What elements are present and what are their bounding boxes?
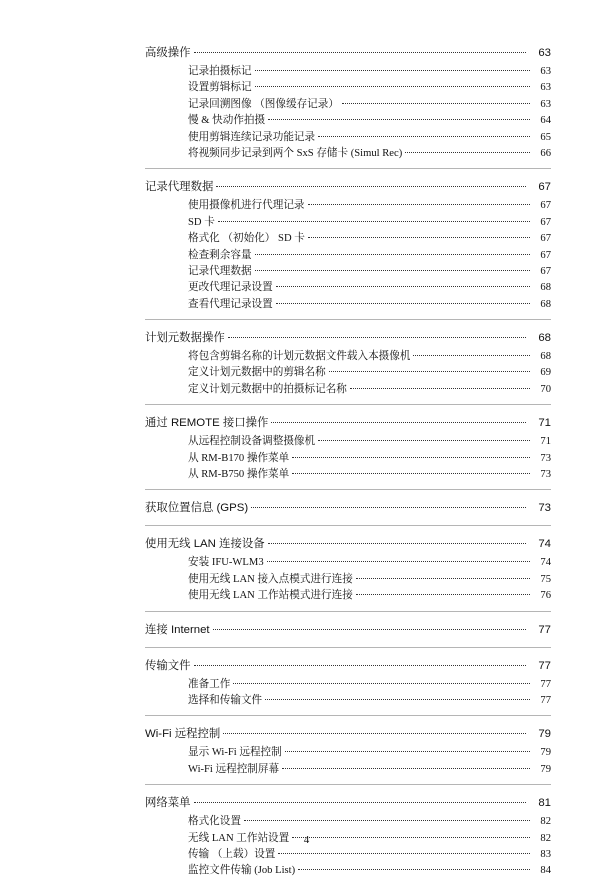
toc-item[interactable] [145,215,551,231]
toc-item-page: 67 [540,233,551,245]
dot-leader [244,820,530,821]
dot-leader [265,699,530,700]
dot-leader [271,422,526,423]
toc-item[interactable] [145,231,551,247]
toc-section-title: 使用无线 LAN 连接设备 [145,538,265,551]
toc-section-title: 通过 REMOTE 接口操作 [145,417,269,430]
dot-leader [255,86,530,87]
dot-leader [268,119,530,120]
toc-item-page: 77 [540,678,551,690]
dot-leader [251,507,526,508]
toc-item[interactable] [145,847,551,863]
toc-section [145,412,551,490]
toc-section-title: 连接 Internet [145,623,210,636]
toc-section-heading[interactable] [145,655,551,677]
dot-leader [255,70,530,71]
dot-leader [285,751,530,752]
toc-item-page: 83 [540,848,551,860]
toc-section-title: 计划元数据操作 [145,332,225,345]
dot-leader [413,355,530,356]
toc-item[interactable] [145,113,551,129]
toc-item-page: 76 [540,590,551,602]
toc-item-label: 无线 LAN 工作站设置 [188,832,290,844]
toc-item-page: 73 [540,452,551,464]
toc-item-page: 73 [540,469,551,481]
toc-item[interactable] [145,555,551,571]
toc-item[interactable] [145,814,551,830]
toc-item-page: 75 [540,573,551,585]
toc-item[interactable] [145,693,551,709]
toc-section-page: 63 [538,47,551,59]
toc-item-page: 79 [540,763,551,775]
dot-leader [213,629,526,630]
toc-section-page: 77 [538,659,551,672]
dot-leader [282,768,530,769]
dot-leader [318,136,530,137]
toc-item-label: 选择和传输文件 [188,694,263,706]
dot-leader [218,221,530,222]
dot-leader [329,371,530,372]
toc-item[interactable] [145,280,551,296]
dot-leader [276,286,530,287]
toc-item-page: 63 [540,82,551,94]
toc-section-heading[interactable] [145,792,551,814]
page-number: 4 [303,834,310,846]
dot-leader [308,204,530,205]
toc-item-label: 查看代理记录设置 [188,298,273,310]
toc-item[interactable] [145,97,551,113]
toc-item-label: 将视频同步记录到两个 SxS 存储卡 (Simul Rec) [188,147,403,159]
toc-item-label: 安装 IFU-WLM3 [188,557,264,569]
dot-leader [216,186,526,187]
dot-leader [356,578,530,579]
toc-item-label: 监控文件传输 (Job List) [188,865,296,877]
toc-item[interactable] [145,264,551,280]
toc-section-heading[interactable] [145,533,551,555]
toc-section-title: Wi-Fi 远程控制 [145,728,221,741]
toc-item[interactable] [145,745,551,761]
toc-item-label: 格式化设置 [188,816,241,828]
toc-section [145,327,551,405]
toc-item-label: 从 RM-B750 操作菜单 [188,469,290,481]
toc-section-heading[interactable] [145,412,551,434]
toc-item-page: 70 [540,383,551,395]
toc-item[interactable] [145,248,551,264]
toc-item[interactable] [145,64,551,80]
dot-leader [255,254,530,255]
toc-section-page: 79 [538,728,551,741]
toc-item-page: 68 [540,282,551,294]
dot-leader [292,473,530,474]
toc-item[interactable] [145,451,551,467]
toc-item-page: 69 [540,367,551,379]
toc-item-label: 定义计划元数据中的拍摄标记名称 [188,383,347,395]
dot-leader [194,52,526,53]
toc-item-page: 82 [540,816,551,828]
toc-item-page: 63 [540,66,551,77]
toc-item-page: 64 [540,115,551,127]
toc-section-page: 77 [538,623,551,636]
toc-item-label: 格式化 （初始化） SD 卡 [188,233,305,245]
toc-section-title: 高级操作 [145,47,191,59]
toc-item-page: 67 [540,265,551,277]
toc-section-title: 获取位置信息 (GPS) [145,502,249,515]
toc-item[interactable] [145,863,551,879]
toc-item-page: 65 [540,131,551,143]
toc-section-page: 67 [538,181,551,194]
table-of-contents [145,42,551,893]
toc-section-heading[interactable] [145,619,551,641]
toc-item-label: 设置剪辑标记 [188,82,252,94]
dot-leader [298,869,530,870]
toc-item[interactable] [145,297,551,313]
toc-item[interactable] [145,198,551,214]
toc-item-page: 77 [540,694,551,706]
toc-section [145,619,551,648]
dot-leader [267,561,530,562]
toc-section [145,497,551,526]
toc-section [145,655,551,717]
toc-item-label: 显示 Wi-Fi 远程控制 [188,747,282,759]
toc-item[interactable] [145,146,551,162]
toc-item[interactable] [145,762,551,778]
dot-leader [318,440,530,441]
dot-leader [268,543,526,544]
toc-item-label: 使用无线 LAN 工作站模式进行连接 [188,590,353,602]
dot-leader [194,665,526,666]
toc-item-label: 检查剩余容量 [188,249,252,261]
toc-item-page: 68 [540,298,551,310]
toc-section-heading[interactable] [145,497,551,519]
toc-section-title: 网络菜单 [145,797,191,810]
dot-leader [356,594,530,595]
toc-item[interactable] [145,349,551,365]
toc-section [145,176,551,320]
toc-item-label: 使用摄像机进行代理记录 [188,200,305,212]
toc-item-label: SD 卡 [188,216,215,228]
dot-leader [405,152,530,153]
toc-item[interactable] [145,434,551,450]
toc-section-heading[interactable] [145,176,551,198]
toc-item[interactable] [145,130,551,146]
toc-item[interactable] [145,572,551,588]
toc-item-page: 67 [540,249,551,261]
toc-item-label: 定义计划元数据中的剪辑名称 [188,367,326,379]
dot-leader [228,337,526,338]
toc-item-page: 84 [540,865,551,877]
toc-item-label: 将包含剪辑名称的计划元数据文件载入本摄像机 [188,351,411,363]
toc-section-title: 传输文件 [145,659,191,672]
toc-item[interactable] [145,80,551,96]
toc-item-label: 使用剪辑连续记录功能记录 [188,131,316,143]
toc-item[interactable] [145,677,551,693]
dot-leader [255,270,530,271]
toc-item[interactable] [145,365,551,381]
toc-section-heading[interactable] [145,327,551,349]
dot-leader [223,733,526,734]
toc-section-title: 记录代理数据 [145,181,214,194]
toc-item-label: 准备工作 [188,678,231,690]
toc-section-heading[interactable] [145,42,551,64]
toc-item-label: 更改代理记录设置 [188,282,273,294]
dot-leader [233,683,530,684]
toc-item[interactable] [145,467,551,483]
toc-item-label: Wi-Fi 远程控制屏幕 [188,763,280,775]
toc-item-label: 从远程控制设备调整摄像机 [188,436,316,448]
toc-section [145,723,551,785]
toc-item-label: 记录拍摄标记 [188,66,252,77]
toc-item[interactable] [145,382,551,398]
toc-item-label: 传输 （上载）设置 [188,848,276,860]
toc-item-page: 67 [540,216,551,228]
toc-section-page: 71 [538,417,551,430]
dot-leader [342,103,530,104]
toc-section [145,42,551,169]
toc-item-page: 79 [540,747,551,759]
dot-leader [194,802,526,803]
toc-section [145,533,551,611]
dot-leader [350,388,530,389]
toc-item-page: 71 [540,436,551,448]
toc-section-page: 68 [538,332,551,345]
dot-leader [278,853,530,854]
toc-item-page: 66 [540,147,551,159]
dot-leader [276,303,530,304]
toc-item-page: 68 [540,351,551,363]
dot-leader [308,237,530,238]
toc-item-page: 74 [540,557,551,569]
toc-item-label: 慢 & 快动作拍摄 [188,115,266,127]
toc-item-label: 记录代理数据 [188,265,252,277]
toc-item-page: 67 [540,200,551,212]
toc-item[interactable] [145,588,551,604]
toc-item-label: 从 RM-B170 操作菜单 [188,452,290,464]
toc-section-page: 73 [538,502,551,515]
toc-item-page: 63 [540,98,551,110]
toc-item-label: 使用无线 LAN 接入点模式进行连接 [188,573,353,585]
toc-item-label: 记录回溯图像 （图像缓存记录） [188,98,339,110]
dot-leader [292,457,530,458]
toc-section-page: 81 [538,797,551,810]
toc-section-page: 74 [538,538,551,551]
toc-item-page: 82 [540,832,551,844]
toc-section-heading[interactable] [145,723,551,745]
